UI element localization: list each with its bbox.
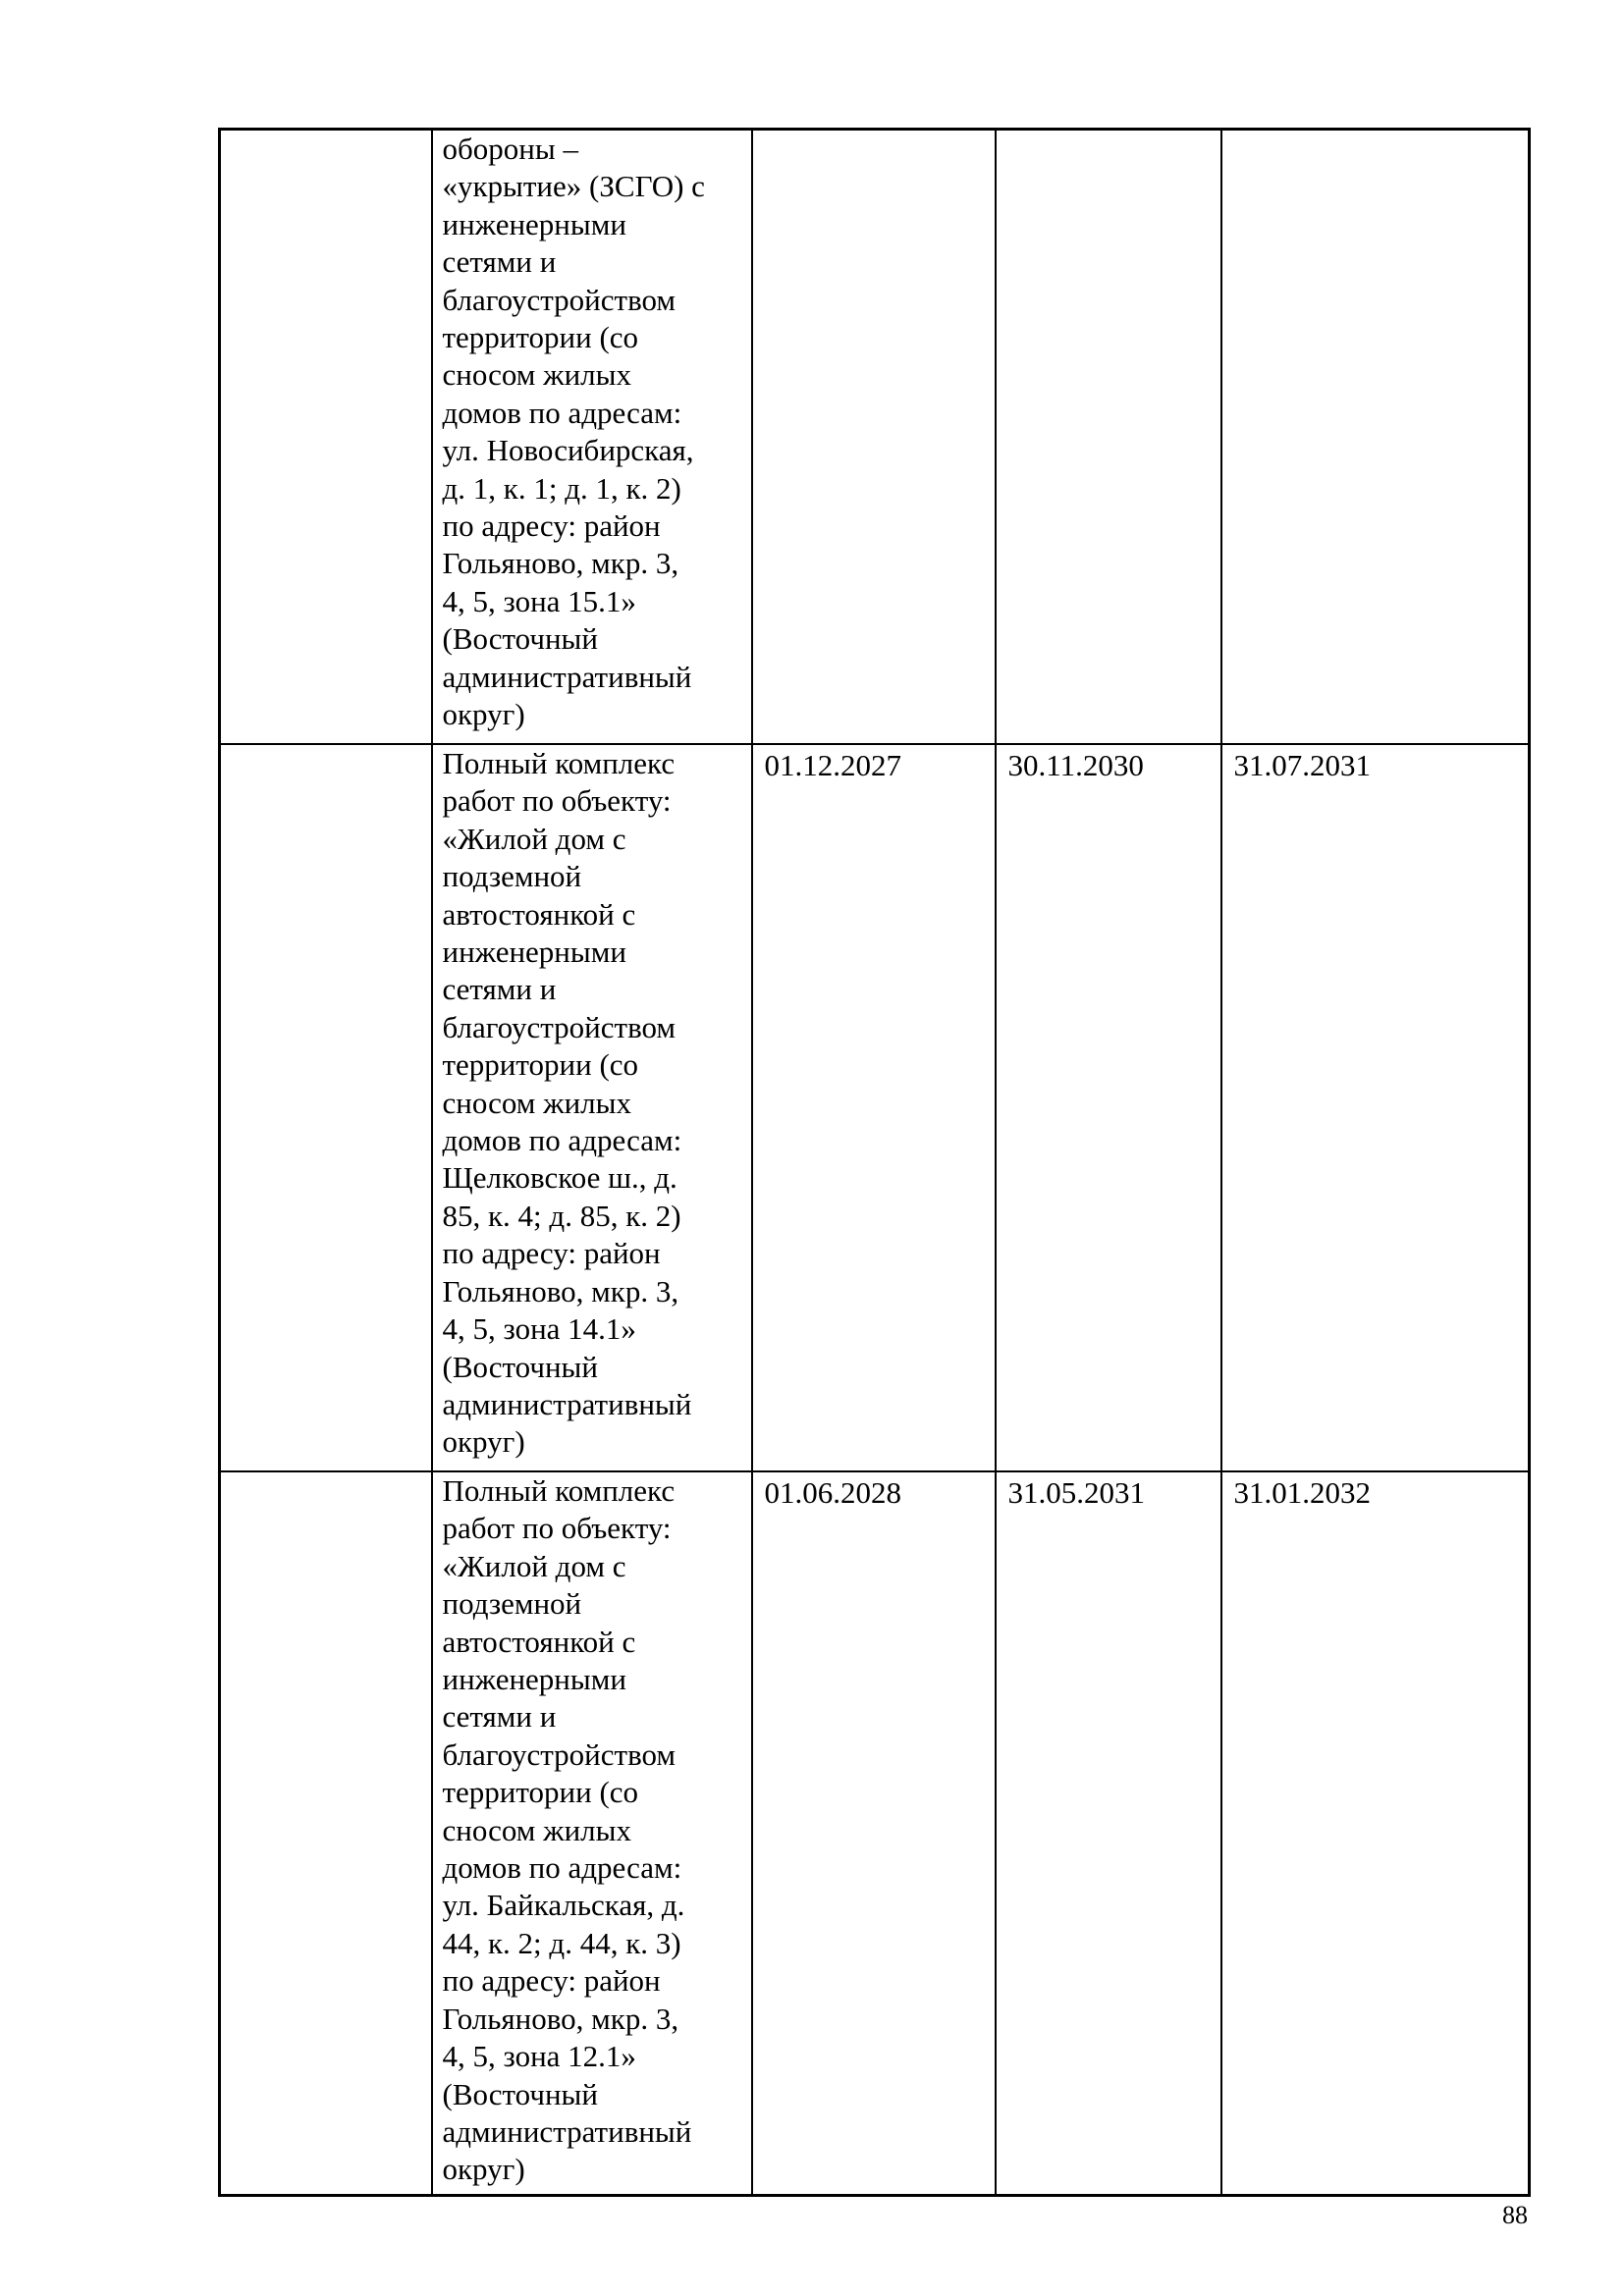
table-row [220, 130, 1530, 745]
description-line: административный [442, 2113, 692, 2149]
description-line: инженерными [442, 1662, 626, 1697]
description-line: ул. Байкальская, д. [442, 1888, 685, 1923]
description-line: «укрытие» (ЗСГО) с [442, 169, 705, 204]
description-cell [432, 744, 752, 1471]
description-line: сносом жилых [442, 1812, 631, 1847]
description-line: 4, 5, зона 14.1» [442, 1311, 636, 1347]
description-line: Щелковское ш., д. [442, 1160, 677, 1196]
empty-cell [220, 130, 432, 745]
empty-cell [220, 1471, 432, 2196]
description-line: д. 1, к. 1; д. 1, к. 2) [442, 470, 681, 506]
description-line: Полный комплекс [442, 1473, 676, 1508]
description-line: ул. Новосибирская, [442, 433, 694, 468]
description-line: автостоянкой с [442, 896, 636, 932]
empty-cell [220, 744, 432, 1471]
description-line: территории (со [442, 1775, 639, 1810]
description-line: Полный комплекс [442, 746, 676, 780]
description-line: работ по объекту: [442, 1511, 672, 1546]
table-row [220, 744, 1530, 1471]
description-line: округ) [442, 1424, 525, 1460]
description-line: Гольяново, мкр. 3, [442, 2001, 679, 2036]
description-line: сетями и [442, 972, 557, 1007]
description-line: территории (со [442, 320, 639, 355]
end-date-cell [996, 130, 1221, 745]
description-line: «Жилой дом с [442, 821, 626, 856]
start-date-cell [752, 130, 996, 745]
table-row [220, 1471, 1530, 2196]
description-line: административный [442, 1386, 692, 1421]
description-line: Гольяново, мкр. 3, [442, 1273, 679, 1308]
end-date-cell: 31.05.2031 [996, 1471, 1221, 2196]
description-line: (Восточный [442, 1349, 598, 1384]
final-date-cell: 31.07.2031 [1221, 744, 1530, 1471]
description-line: благоустройством [442, 1736, 677, 1772]
description-line: Гольяново, мкр. 3, [442, 546, 679, 581]
description-line: инженерными [442, 206, 626, 241]
description-line: домов по адресам: [442, 395, 682, 430]
page-number: 88 [1502, 2201, 1528, 2229]
description-line: территории (со [442, 1047, 639, 1083]
description-line: обороны – [442, 132, 578, 166]
description-line: по адресу: район [442, 1236, 661, 1271]
description-line: по адресу: район [442, 1963, 661, 1999]
end-date-cell: 30.11.2030 [996, 744, 1221, 1471]
description-line: 44, к. 2; д. 44, к. 3) [442, 1925, 681, 1960]
description-cell [432, 130, 752, 745]
description-line: «Жилой дом с [442, 1548, 626, 1583]
description-line: домов по адресам: [442, 1123, 682, 1158]
final-date-cell: 31.01.2032 [1221, 1471, 1530, 2196]
start-date-cell: 01.06.2028 [752, 1471, 996, 2196]
start-date-cell: 01.12.2027 [752, 744, 996, 1471]
description-line: инженерными [442, 934, 626, 970]
final-date-cell [1221, 130, 1530, 745]
description-line: административный [442, 659, 692, 694]
description-line: сносом жилых [442, 357, 631, 393]
description-line: подземной [442, 859, 582, 894]
description-line: (Восточный [442, 2076, 598, 2111]
description-line: благоустройством [442, 282, 677, 317]
description-line: сетями и [442, 244, 557, 280]
description-line: подземной [442, 1586, 582, 1622]
description-line: округ) [442, 697, 525, 732]
description-line: округ) [442, 2152, 525, 2187]
description-line: по адресу: район [442, 508, 661, 544]
description-line: 4, 5, зона 15.1» [442, 583, 636, 618]
description-line: домов по адресам: [442, 1850, 682, 1886]
schedule-table [218, 128, 1531, 2197]
description-line: работ по объекту: [442, 783, 672, 819]
description-cell [432, 1471, 752, 2196]
description-line: автостоянкой с [442, 1624, 636, 1659]
description-line: (Восточный [442, 621, 598, 657]
description-line: 85, к. 4; д. 85, к. 2) [442, 1198, 681, 1233]
description-line: сетями и [442, 1699, 557, 1735]
description-line: сносом жилых [442, 1085, 631, 1120]
description-line: благоустройством [442, 1009, 677, 1044]
description-line: 4, 5, зона 12.1» [442, 2039, 636, 2074]
